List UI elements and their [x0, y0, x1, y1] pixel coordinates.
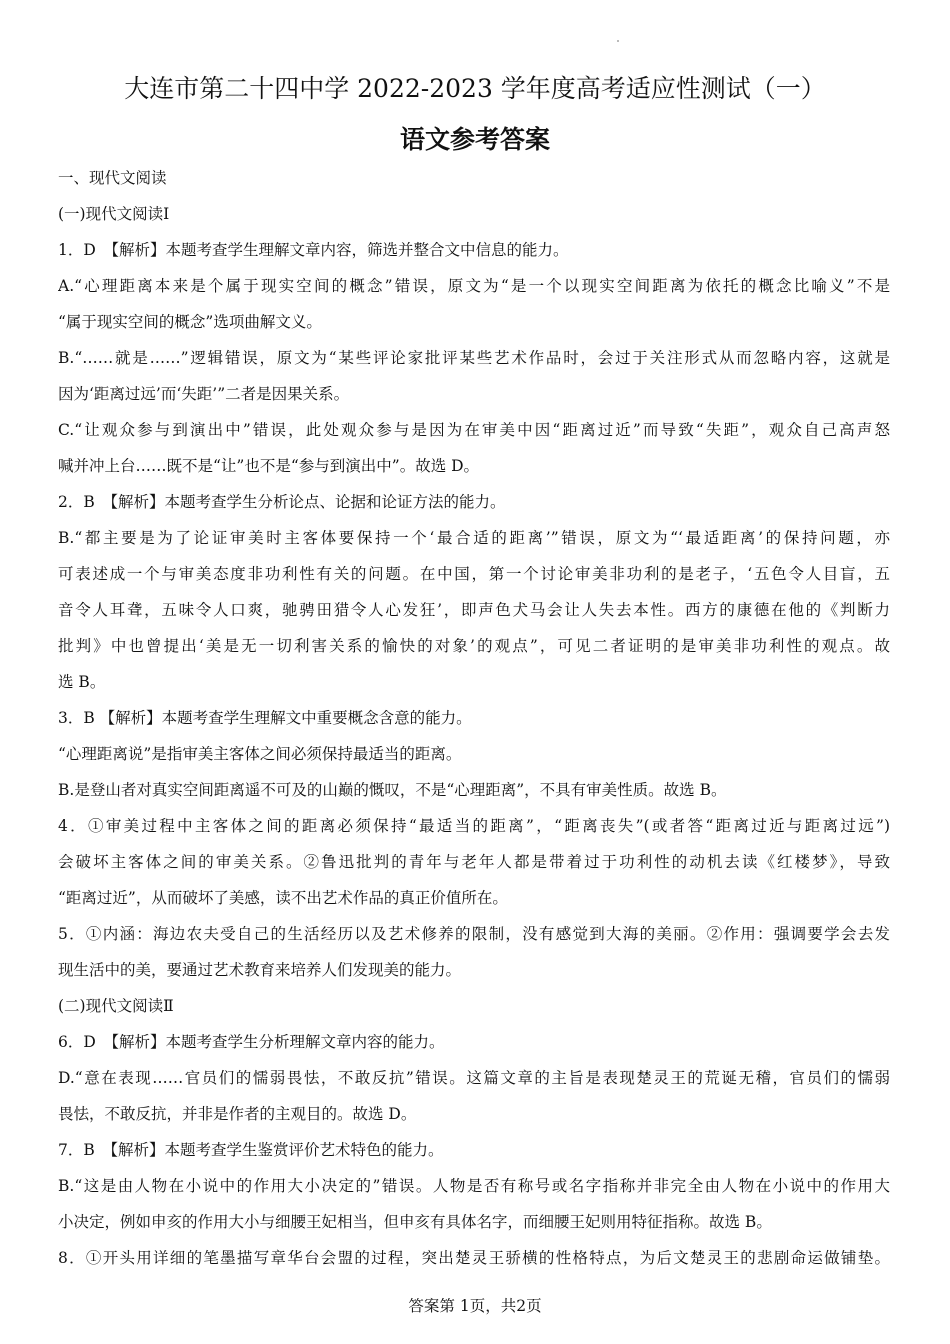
page-footer: 答案第 1页，共2页 [408, 1297, 542, 1315]
text-line: A.“心理距离本来是个属于现实空间的概念”错误，原文为“是一个以现实空间距离为依托的概念比喻义”不是 [58, 277, 890, 295]
text-line: “心理距离说”是指审美主客体之间必须保持最适当的距离。 [58, 745, 462, 763]
page-title: 大连市第二十四中学 2022-2023 学年度高考适应性测试（一） [124, 74, 826, 103]
text-line: B.“都主要是为了论证审美时主客体要保持一个‘最合适的距离’”错误，原文为“‘最适距离’的保持问题，亦 [58, 529, 890, 547]
text-line: B.“这是由人物在小说中的作用大小决定的”错误。人物是否有称号或名字指称并非完全由人物在小说中的作用大 [58, 1177, 890, 1195]
text-line: 7．B 【解析】本题考查学生鉴赏评价艺术特色的能力。 [58, 1141, 444, 1159]
text-line: 1．D 【解析】本题考查学生理解文章内容，筛选并整合文中信息的能力。 [58, 241, 569, 259]
text-line: 批判》中也曾提出‘美是无一切利害关系的愉快的对象’的观点”，可见二者证明的是审美非功利性的观点。故 [58, 637, 890, 655]
text-line: B.“……就是……”逻辑错误，原文为“某些评论家批评某些艺术作品时，会过于关注形式从而忽略内容，这就是 [58, 349, 890, 367]
text-line: 会破坏主客体之间的审美关系。②鲁迅批判的青年与老年人都是带着过于功利性的动机去读《红楼梦》，导致 [58, 853, 890, 871]
text-line: “距离过近”，从而破坏了美感，读不出艺术作品的真正价值所在。 [58, 889, 508, 907]
text-line: D.“意在表现……官员们的懦弱畏怯，不敢反抗”错误。这篇文章的主旨是表现楚灵王的荒诞无稽，官员们的懦弱 [58, 1069, 890, 1087]
text-line: 因为‘距离过远’而‘失距’”二者是因果关系。 [58, 385, 350, 403]
text-line: 选 B。 [58, 673, 106, 691]
text-line: 一、现代文阅读 [58, 169, 167, 187]
text-line: 3．B 【解析】本题考查学生理解文中重要概念含意的能力。 [58, 709, 472, 727]
text-line: 2．B 【解析】本题考查学生分析论点、论据和论证方法的能力。 [58, 493, 506, 511]
text-line: “属于现实空间的概念”选项曲解文义。 [58, 313, 322, 331]
text-line: (二)现代文阅读Ⅱ [58, 997, 174, 1015]
text-line: 5．①内涵：海边农夫受自己的生活经历以及艺术修养的限制，没有感觉到大海的美丽。②作用：强调要学会去发 [58, 925, 890, 943]
text-line: 小决定，例如申亥的作用大小与细腰王妃相当，但申亥有具体名字，而细腰王妃则用特征指称。故选 B。 [58, 1213, 772, 1231]
text-line: (一)现代文阅读Ⅰ [58, 205, 170, 223]
page-subtitle: 语文参考答案 [399, 125, 550, 154]
text-line: 6．D 【解析】本题考查学生分析理解文章内容的能力。 [58, 1033, 445, 1051]
answer-body [58, 160, 890, 1276]
text-line: 4．①审美过程中主客体之间的距离必须保持“最适当的距离”，“距离丧失”(或者答“距离过近与距离过远”) [58, 817, 890, 835]
text-line: 畏怯，不敢反抗，并非是作者的主观目的。故选 D。 [58, 1105, 417, 1123]
text-line: 音令人耳聋，五味令人口爽，驰骋田猎令人心发狂’，即声色犬马会让人失去本性。西方的康德在他的《判断力 [58, 601, 890, 619]
text-line: 可表述成一个与审美态度非功利性有关的问题。在中国，第一个讨论审美非功利的是老子，‘五色令人目盲，五 [58, 565, 890, 583]
text-line: 现生活中的美，要通过艺术教育来培养人们发现美的能力。 [58, 961, 462, 979]
text-line: 喊并冲上台……既不是“让”也不是“参与到演出中”。故选 D。 [58, 457, 480, 475]
text-line: 8．①开头用详细的笔墨描写章华台会盟的过程，突出楚灵王骄横的性格特点，为后文楚灵王的悲剧命运做铺垫。 [58, 1249, 890, 1267]
text-line: B.是登山者对真实空间距离遥不可及的山巅的慨叹，不是“心理距离”，不具有审美性质。故选 B。 [58, 781, 727, 799]
scan-mark [617, 40, 619, 42]
text-line: C.“让观众参与到演出中”错误，此处观众参与是因为在审美中因“距离过近”而导致“失距”，观众自己高声怒 [58, 421, 890, 439]
